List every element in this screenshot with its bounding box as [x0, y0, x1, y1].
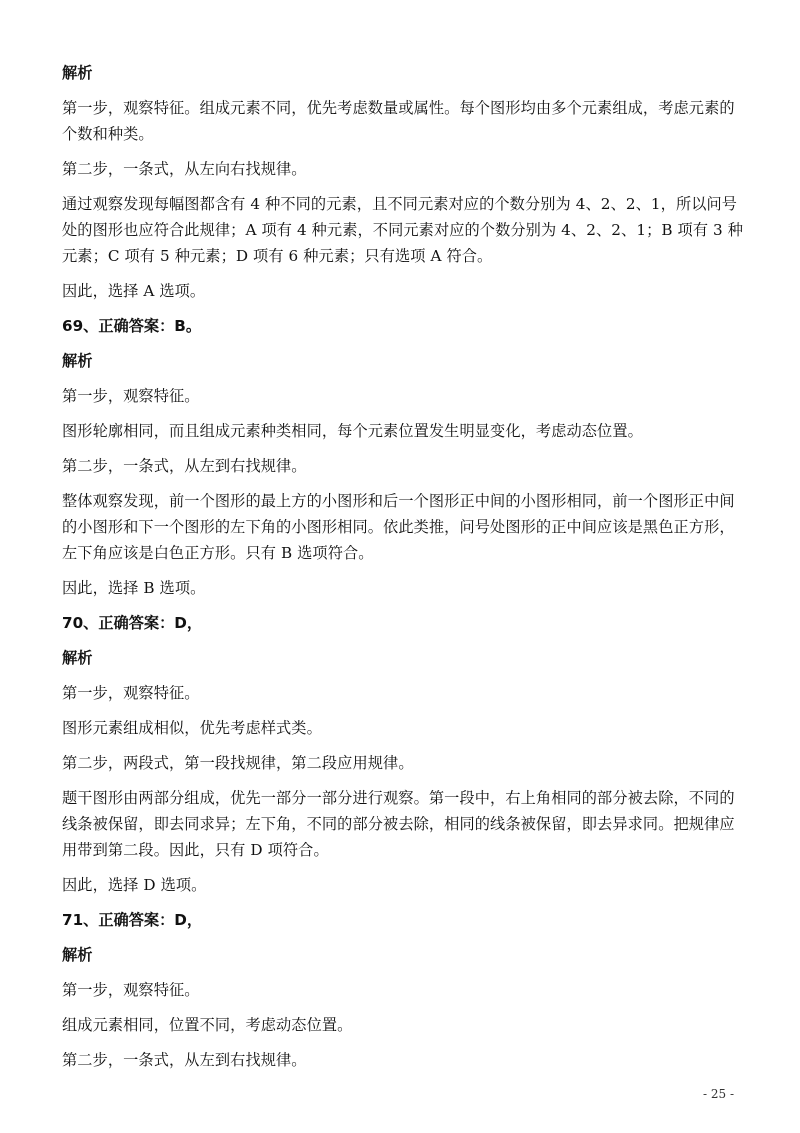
answer-heading-71: 71、正确答案：D，	[62, 911, 203, 929]
paragraph: 整体观察发现，前一个图形的最上方的小图形和后一个图形正中间的小图形相同，前一个图形正中间的小图形和下一个图形的左下角的小图形相同。依此类推，问号处图形的正中间应该是黑色正方形，左下角应该是白色正方形。只有 B 选项符合。	[62, 492, 735, 562]
analysis-heading: 解析	[62, 352, 93, 370]
paragraph: 题干图形由两部分组成，优先一部分一部分进行观察。第一段中，右上角相同的部分被去除，不同的线条被保留，即去同求异；左下角，不同的部分被去除，相同的线条被保留，即去异求同。把规律应用带到第二段。因此，只有 D 项符合。	[62, 789, 735, 859]
answer-heading-69: 69、正确答案：B。	[62, 317, 202, 335]
analysis-heading: 解析	[62, 64, 93, 82]
paragraph: 第一步，观察特征。组成元素不同，优先考虑数量或属性。每个图形均由多个元素组成，考虑元素的个数和种类。	[62, 99, 735, 143]
analysis-heading: 解析	[62, 946, 93, 964]
page-number: - 25 -	[702, 1087, 734, 1101]
paragraph: 因此，选择 B 选项。	[62, 579, 206, 597]
answer-heading-70: 70、正确答案：D，	[62, 614, 203, 632]
paragraph: 组成元素相同，位置不同，考虑动态位置。	[62, 1016, 353, 1034]
paragraph: 第二步，一条式，从左向右找规律。	[62, 160, 307, 178]
paragraph: 第一步，观察特征。	[62, 981, 200, 999]
paragraph: 第二步，一条式，从左到右找规律。	[62, 1051, 307, 1069]
paragraph: 图形轮廓相同，而且组成元素种类相同，每个元素位置发生明显变化，考虑动态位置。	[62, 422, 643, 440]
document-body	[62, 60, 748, 1082]
paragraph: 因此，选择 A 选项。	[62, 282, 206, 300]
paragraph: 图形元素组成相似，优先考虑样式类。	[62, 719, 322, 737]
paragraph: 第二步，一条式，从左到右找规律。	[62, 457, 307, 475]
paragraph: 通过观察发现每幅图都含有 4 种不同的元素，且不同元素对应的个数分别为 4、2、2、1，所以问号处的图形也应符合此规律；A 项有 4 种元素，不同元素对应的个数分别为 4、2、2、1；B 项有 3 种元素；C 项有 5 种元素；D 项有 6 种元素；只有选项 A 符合。	[62, 195, 744, 265]
paragraph: 第二步，两段式，第一段找规律，第二段应用规律。	[62, 754, 414, 772]
paragraph: 第一步，观察特征。	[62, 387, 200, 405]
paragraph: 第一步，观察特征。	[62, 684, 200, 702]
paragraph: 因此，选择 D 选项。	[62, 876, 207, 894]
analysis-heading: 解析	[62, 649, 93, 667]
